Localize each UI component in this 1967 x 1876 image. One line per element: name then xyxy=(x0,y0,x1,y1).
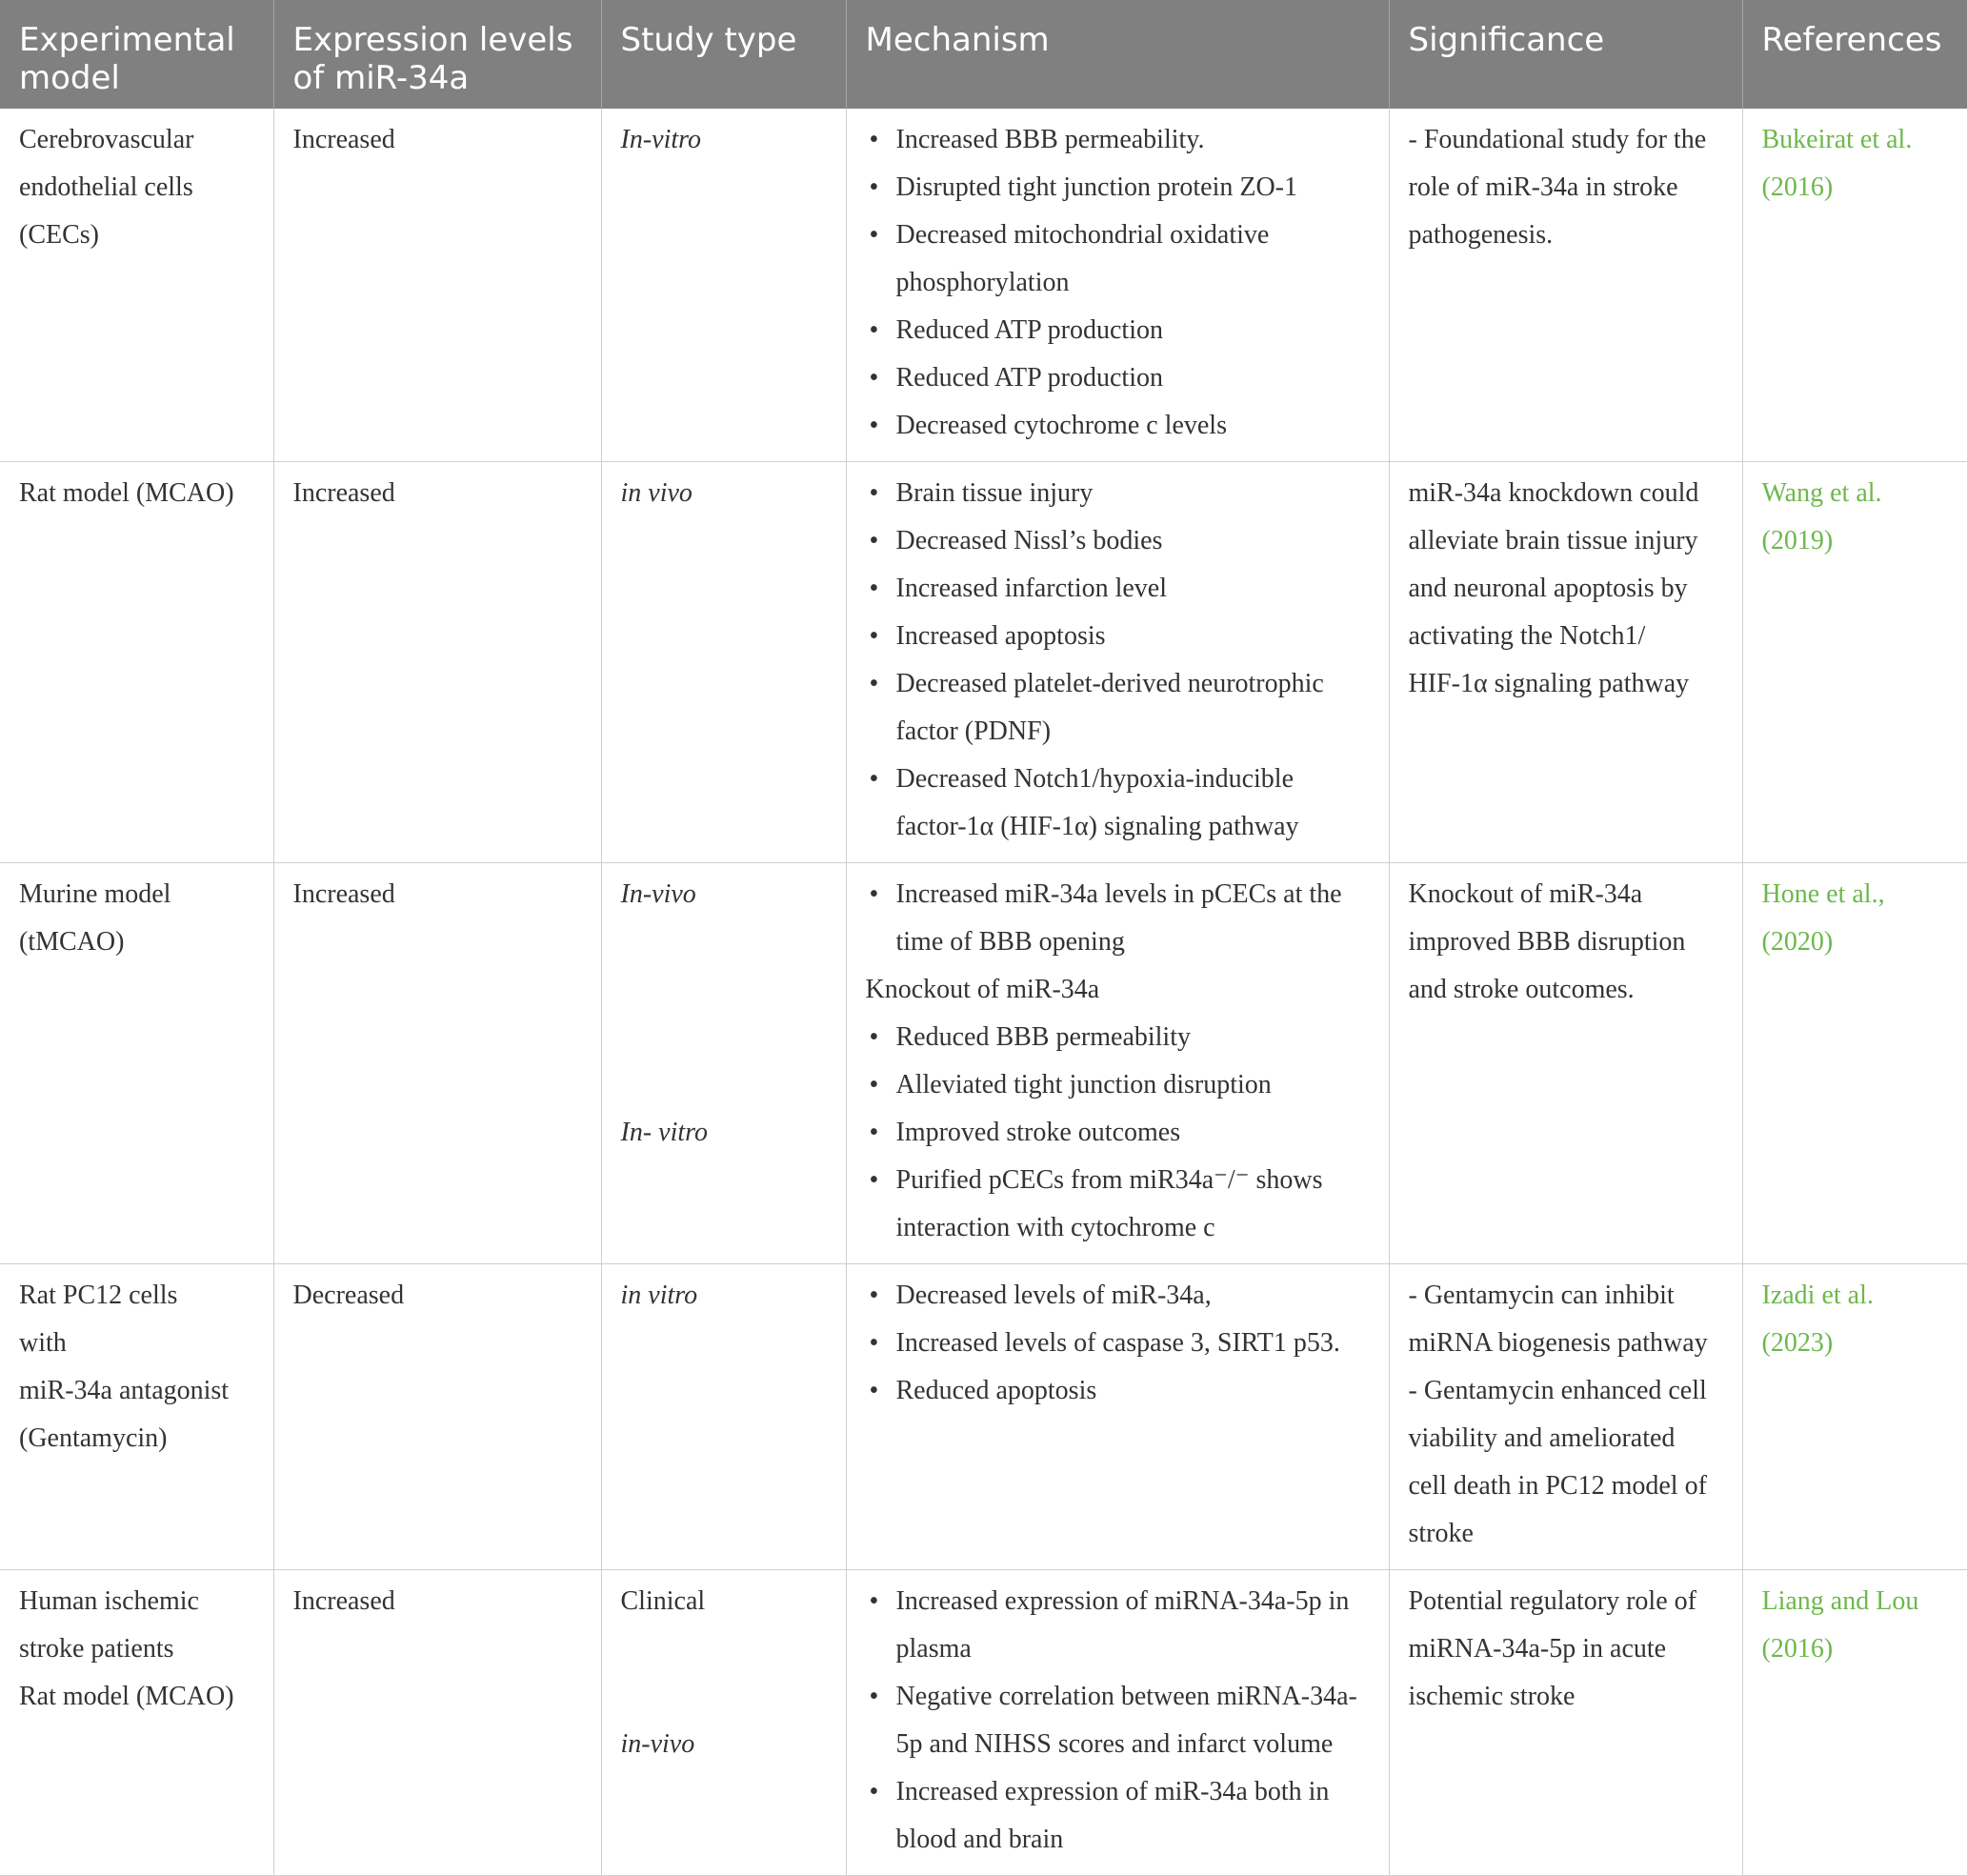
study-type-text: In- vitro xyxy=(620,1118,708,1147)
mechanism-item: • Reduced apoptosis xyxy=(866,1367,1370,1415)
cell-experimental-model xyxy=(0,1570,273,1876)
mechanism-item: • Decreased Nissl’s bodies xyxy=(866,517,1370,565)
cell-expression-level: Decreased xyxy=(273,1264,601,1570)
significance-text: and neuronal apoptosis by xyxy=(1408,574,1688,603)
spacer xyxy=(621,1014,827,1061)
significance-text: Knockout of miR-34a xyxy=(1408,879,1643,909)
mechanism-item: • Decreased mitochondrial oxidative phosphorylation xyxy=(866,212,1370,307)
spacer xyxy=(621,1061,827,1109)
model-text: (CECs) xyxy=(19,220,99,250)
table-row xyxy=(0,1570,1967,1876)
cell-experimental-model xyxy=(0,1264,273,1570)
cell-study-type xyxy=(601,863,846,1264)
table-header xyxy=(0,0,1967,109)
mechanism-item: • Increased apoptosis xyxy=(866,613,1370,660)
significance-text: role of miR-34a in stroke xyxy=(1408,172,1678,202)
reference-link[interactable]: (2019) xyxy=(1761,526,1834,555)
mechanism-item: • Increased miR-34a levels in pCECs at the time of BBB opening xyxy=(866,871,1370,966)
cell-reference xyxy=(1742,1264,1967,1570)
reference-link[interactable]: Hone et al., xyxy=(1761,879,1885,909)
cell-mechanism xyxy=(846,109,1389,462)
cell-reference xyxy=(1742,863,1967,1264)
mechanism-list xyxy=(866,470,1370,851)
mechanism-item: • Decreased cytochrome c levels xyxy=(866,402,1370,450)
significance-text: - Gentamycin enhanced cell xyxy=(1408,1376,1707,1405)
cell-mechanism xyxy=(846,462,1389,863)
cell-experimental-model xyxy=(0,462,273,863)
mechanism-item: • Decreased levels of miR-34a, xyxy=(866,1272,1370,1320)
mechanism-list xyxy=(866,1578,1370,1864)
mechanism-list xyxy=(866,871,1370,1252)
model-text: (tMCAO) xyxy=(19,927,125,957)
model-text: Rat model (MCAO) xyxy=(19,1682,234,1711)
study-type-text: In-vivo xyxy=(620,879,696,909)
cell-expression-level: Increased xyxy=(273,109,601,462)
table-row xyxy=(0,109,1967,462)
cell-significance xyxy=(1389,462,1742,863)
table-row xyxy=(0,462,1967,863)
cell-mechanism xyxy=(846,863,1389,1264)
significance-text: HIF-1α signaling pathway xyxy=(1408,669,1690,698)
significance-text: - Foundational study for the xyxy=(1408,125,1707,154)
cell-experimental-model xyxy=(0,863,273,1264)
model-text: miR-34a antagonist xyxy=(19,1376,230,1405)
cell-significance xyxy=(1389,863,1742,1264)
cell-experimental-model xyxy=(0,109,273,462)
cell-study-type xyxy=(601,109,846,462)
mechanism-list xyxy=(866,1272,1370,1415)
mechanism-item: • Increased levels of caspase 3, SIRT1 p53. xyxy=(866,1320,1370,1367)
reference-link[interactable]: Bukeirat et al. xyxy=(1761,125,1913,154)
study-type-text: Clinical xyxy=(620,1586,706,1616)
study-type-text: in vivo xyxy=(620,478,692,508)
reference-link[interactable]: (2023) xyxy=(1761,1328,1834,1358)
cell-expression-level: Increased xyxy=(273,1570,601,1876)
model-text: Rat model (MCAO) xyxy=(19,478,234,508)
cell-reference xyxy=(1742,1570,1967,1876)
cell-mechanism xyxy=(846,1570,1389,1876)
mechanism-item: • Increased expression of miRNA-34a-5p in plasma xyxy=(866,1578,1370,1673)
table-row xyxy=(0,1264,1967,1570)
header-expression-levels xyxy=(273,0,601,109)
reference-link[interactable]: (2016) xyxy=(1761,172,1834,202)
model-text: endothelial cells xyxy=(19,172,193,202)
model-text: Rat PC12 cells xyxy=(19,1281,178,1310)
spacer xyxy=(621,1673,827,1721)
header-text: Expression levels xyxy=(292,21,573,59)
cell-reference xyxy=(1742,462,1967,863)
mechanism-item: • Reduced ATP production xyxy=(866,354,1370,402)
mechanism-item: • Decreased platelet-derived neurotrophic factor (PDNF) xyxy=(866,660,1370,756)
study-type-text: In-vitro xyxy=(620,125,701,154)
model-text: Cerebrovascular xyxy=(19,125,194,154)
significance-text: miRNA-34a-5p in acute xyxy=(1408,1634,1667,1664)
mechanism-item: • Alleviated tight junction disruption xyxy=(866,1061,1370,1109)
significance-text: cell death in PC12 model of xyxy=(1408,1471,1707,1501)
spacer xyxy=(621,918,827,966)
significance-text: viability and ameliorated xyxy=(1408,1423,1676,1453)
reference-link[interactable]: (2016) xyxy=(1761,1634,1834,1664)
cell-mechanism xyxy=(846,1264,1389,1570)
model-text: (Gentamycin) xyxy=(19,1423,168,1453)
mechanism-item: • Increased infarction level xyxy=(866,565,1370,613)
mechanism-item: • Decreased Notch1/hypoxia-inducible factor-1α (HIF-1α) signaling pathway xyxy=(866,756,1370,851)
model-text: Murine model xyxy=(19,879,171,909)
mechanism-item: • Negative correlation between miRNA-34a-5p and NIHSS scores and infarct volume xyxy=(866,1673,1370,1768)
reference-link[interactable]: (2020) xyxy=(1761,927,1834,957)
header-references: References xyxy=(1742,0,1967,109)
cell-expression-level: Increased xyxy=(273,863,601,1264)
header-experimental-model xyxy=(0,0,273,109)
mechanism-item: • Increased expression of miR-34a both in blood and brain xyxy=(866,1768,1370,1864)
mechanism-item: • Brain tissue injury xyxy=(866,470,1370,517)
significance-text: Potential regulatory role of xyxy=(1408,1586,1696,1616)
cell-significance xyxy=(1389,109,1742,462)
cell-study-type xyxy=(601,462,846,863)
table-body xyxy=(0,109,1967,1876)
spacer xyxy=(621,1625,827,1673)
significance-text: ischemic stroke xyxy=(1408,1682,1576,1711)
significance-text: stroke xyxy=(1408,1519,1474,1548)
significance-text: improved BBB disruption xyxy=(1408,927,1686,957)
significance-text: pathogenesis. xyxy=(1408,220,1554,250)
significance-text: and stroke outcomes. xyxy=(1408,975,1635,1004)
header-significance: Significance xyxy=(1389,0,1742,109)
reference-link[interactable]: Izadi et al. xyxy=(1761,1281,1874,1310)
reference-link[interactable]: Wang et al. xyxy=(1761,478,1882,508)
mechanism-item: Knockout of miR-34a xyxy=(865,975,1100,1004)
significance-text: miR-34a knockdown could xyxy=(1408,478,1699,508)
significance-text: activating the Notch1/ xyxy=(1408,621,1646,651)
mechanism-item: • Increased BBB permeability. xyxy=(866,116,1370,164)
study-type-text: in vitro xyxy=(620,1281,698,1310)
cell-reference xyxy=(1742,109,1967,462)
header-mechanism: Mechanism xyxy=(846,0,1389,109)
mechanism-item: • Improved stroke outcomes xyxy=(866,1109,1370,1157)
header-row xyxy=(0,0,1967,109)
mechanism-item: • Reduced ATP production xyxy=(866,307,1370,354)
model-text: with xyxy=(19,1328,67,1358)
cell-expression-level: Increased xyxy=(273,462,601,863)
reference-link[interactable]: Liang and Lou xyxy=(1761,1586,1919,1616)
header-text: of miR-34a xyxy=(292,59,470,97)
cell-study-type xyxy=(601,1264,846,1570)
study-type-text: in-vivo xyxy=(620,1729,695,1759)
cell-significance xyxy=(1389,1570,1742,1876)
header-study-type: Study type xyxy=(601,0,846,109)
significance-text: alleviate brain tissue injury xyxy=(1408,526,1698,555)
table-row xyxy=(0,863,1967,1264)
mechanism-list xyxy=(866,116,1370,450)
model-text: stroke patients xyxy=(19,1634,174,1664)
cell-significance xyxy=(1389,1264,1742,1570)
header-text: Experimental xyxy=(19,21,235,59)
spacer xyxy=(621,966,827,1014)
model-text: Human ischemic xyxy=(19,1586,199,1616)
significance-text: miRNA biogenesis pathway xyxy=(1408,1328,1708,1358)
mechanism-item: • Disrupted tight junction protein ZO-1 xyxy=(866,164,1370,212)
cell-study-type xyxy=(601,1570,846,1876)
significance-text: - Gentamycin can inhibit xyxy=(1408,1281,1675,1310)
header-text: model xyxy=(19,59,120,97)
mechanism-item: • Purified pCECs from miR34a⁻/⁻ shows interaction with cytochrome c xyxy=(866,1157,1370,1252)
mechanism-item: • Reduced BBB permeability xyxy=(866,1014,1370,1061)
